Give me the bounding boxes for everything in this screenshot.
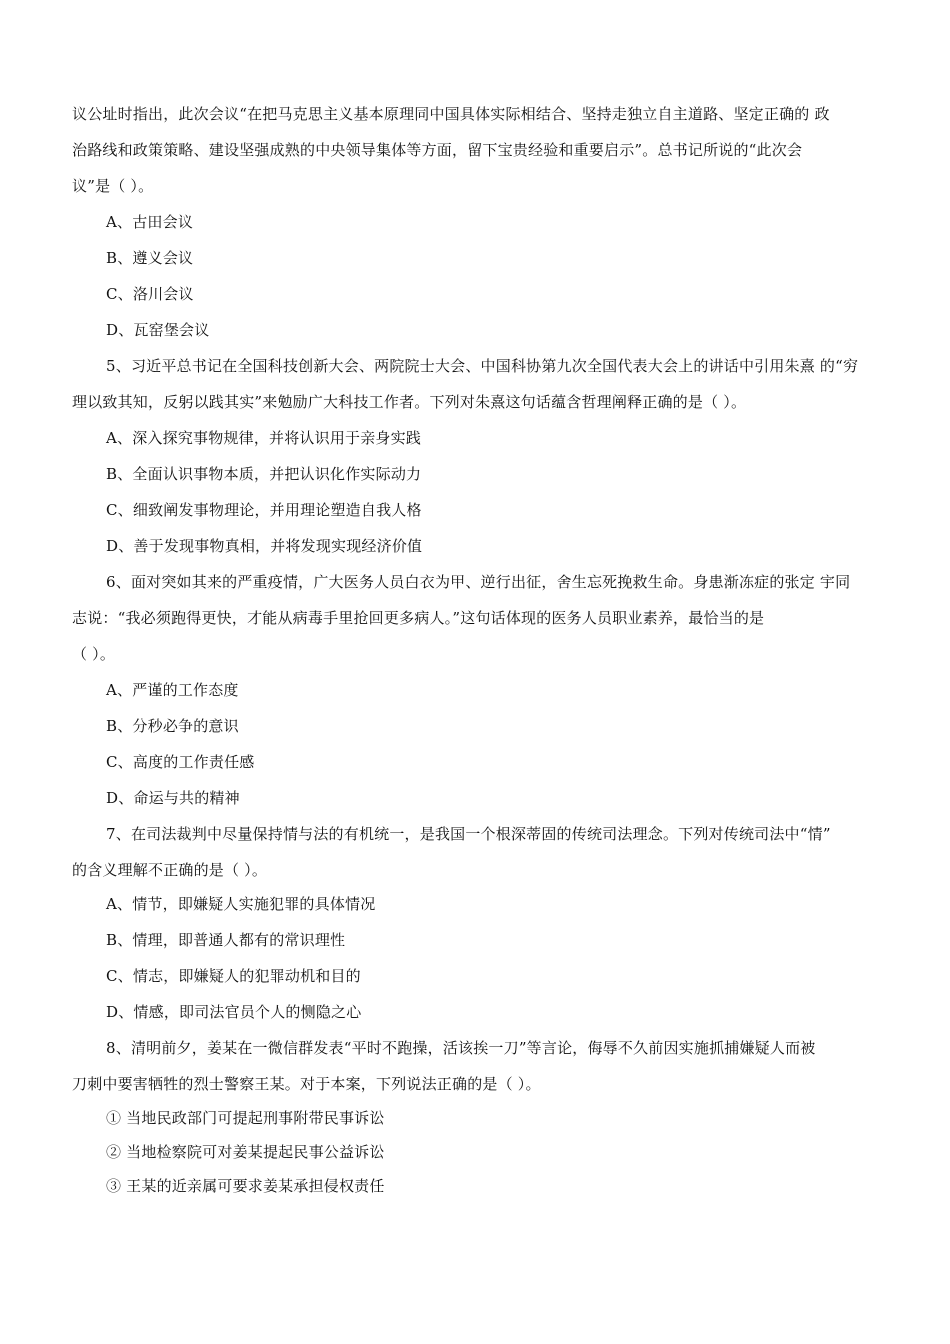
q4-text-line-2: 治路线和政策策略、建设坚强成熟的中央领导集体等方面，留下宝贵经验和重要启示”。总书记所说的“此次会 <box>72 141 803 159</box>
q5-option-d: D、善于发现事物真相，并将发现实现经济价值 <box>106 537 423 555</box>
q5-text-line-1: 5、习近平总书记在全国科技创新大会、两院院士大会、中国科协第九次全国代表大会上的讲话中引用朱熹 的“穷 <box>106 357 859 375</box>
q8-statement-3: ③ 王某的近亲属可要求姜某承担侵权责任 <box>106 1177 385 1195</box>
q6-option-a: A、严谨的工作态度 <box>106 681 239 699</box>
q7-option-c: C、情志，即嫌疑人的犯罪动机和目的 <box>106 967 361 985</box>
q7-option-b: B、情理，即普通人都有的常识理性 <box>106 931 346 949</box>
q6-text-line-2: 志说：“我必须跑得更快，才能从病毒手里抢回更多病人。”这句话体现的医务人员职业素养，最恰当的是 <box>72 609 765 627</box>
q8-statement-2: ② 当地检察院可对姜某提起民事公益诉讼 <box>106 1143 385 1161</box>
q4-text-line-3: 议”是（ ）。 <box>72 177 154 195</box>
q8-text-line-2: 刀刺中要害牺牲的烈士警察王某。对于本案，下列说法正确的是（ ）。 <box>72 1075 541 1093</box>
q4-text-line-1: 议公址时指出，此次会议“在把马克思主义基本原理同中国具体实际相结合、坚持走独立自主道路、坚定正确的 政 <box>72 105 830 123</box>
q4-option-d: D、瓦窑堡会议 <box>106 321 210 339</box>
q5-option-c: C、细致阐发事物理论，并用理论塑造自我人格 <box>106 501 422 519</box>
q7-text-line-2: 的含义理解不正确的是（ ）。 <box>72 861 268 879</box>
q6-option-d: D、命运与共的精神 <box>106 789 240 807</box>
q8-statement-1: ① 当地民政部门可提起刑事附带民事诉讼 <box>106 1109 385 1127</box>
q6-text-line-1: 6、面对突如其来的严重疫情，广大医务人员白衣为甲、逆行出征，舍生忘死挽救生命。身患渐冻症的张定 宇同 <box>106 573 851 591</box>
q5-text-line-2: 理以致其知，反躬以践其实”来勉励广大科技工作者。下列对朱熹这句话蕴含哲理阐释正确的是（ ）。 <box>72 393 747 411</box>
q7-text-line-1: 7、在司法裁判中尽量保持情与法的有机统一，是我国一个根深蒂固的传统司法理念。下列对传统司法中“情” <box>106 825 831 843</box>
q5-option-b: B、全面认识事物本质，并把认识化作实际动力 <box>106 465 422 483</box>
q6-option-c: C、高度的工作责任感 <box>106 753 255 771</box>
q8-text-line-1: 8、清明前夕，姜某在一微信群发表“平时不跑操，活该挨一刀”等言论，侮辱不久前因实施抓捕嫌疑人而被 <box>106 1039 816 1057</box>
q4-option-c: C、洛川会议 <box>106 285 194 303</box>
q5-option-a: A、深入探究事物规律，并将认识用于亲身实践 <box>106 429 422 447</box>
q7-option-d: D、情感，即司法官员个人的恻隐之心 <box>106 1003 362 1021</box>
q4-option-a: A、古田会议 <box>106 213 194 231</box>
q6-text-line-3: （ ）。 <box>72 645 116 663</box>
q6-option-b: B、分秒必争的意识 <box>106 717 239 735</box>
q7-option-a: A、情节，即嫌疑人实施犯罪的具体情况 <box>106 895 376 913</box>
q4-option-b: B、遵义会议 <box>106 249 194 267</box>
